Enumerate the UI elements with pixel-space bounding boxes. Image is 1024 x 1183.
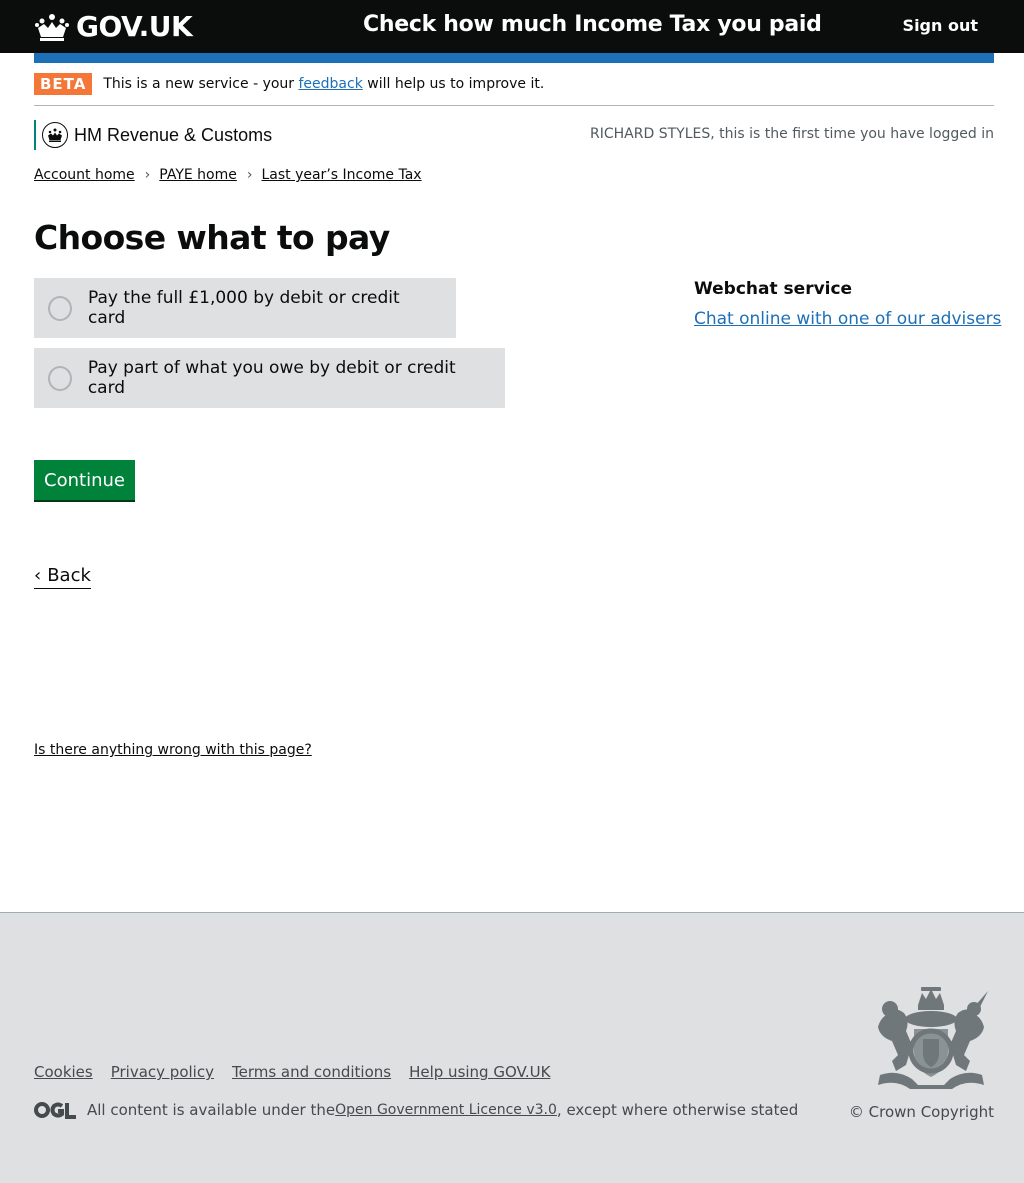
govuk-header xyxy=(0,0,1024,53)
back-label: Back xyxy=(47,565,91,586)
phase-text-before: This is a new service - your xyxy=(103,76,299,92)
footer-link-terms[interactable]: Terms and conditions xyxy=(231,1063,392,1081)
header-blue-bar xyxy=(34,53,994,63)
phase-banner xyxy=(34,73,994,106)
hmrc-crest-icon xyxy=(42,122,68,148)
feedback-link[interactable]: feedback xyxy=(298,76,363,92)
breadcrumb-account-home[interactable]: Account home xyxy=(34,167,135,183)
crown-icon xyxy=(34,12,70,42)
breadcrumb-paye-home[interactable]: PAYE home xyxy=(159,167,237,183)
sign-out-link[interactable]: Sign out xyxy=(902,16,978,35)
licence-text-before: All content is available under the xyxy=(87,1101,336,1119)
page-title: Choose what to pay xyxy=(34,218,390,257)
royal-coat-of-arms-icon xyxy=(866,985,996,1093)
continue-button[interactable]: Continue xyxy=(34,460,135,500)
ogl-link[interactable]: Open Government Licence v3.0 xyxy=(335,1102,557,1118)
licence-info xyxy=(34,1101,798,1119)
chevron-right-icon: › xyxy=(246,167,253,183)
footer-link-help[interactable]: Help using GOV.UK xyxy=(409,1063,551,1081)
organisation-logo xyxy=(34,120,272,150)
radio-option-pay-full[interactable] xyxy=(34,278,456,338)
radio-option-pay-part[interactable] xyxy=(34,348,505,408)
report-problem-link[interactable]: Is there anything wrong with this page? xyxy=(34,742,312,758)
crown-copyright-link[interactable]: © Crown Copyright xyxy=(848,1103,994,1121)
chevron-left-icon: ‹ xyxy=(34,565,42,586)
footer-link-privacy[interactable]: Privacy policy xyxy=(110,1063,214,1081)
radio-button-pay-full[interactable] xyxy=(48,296,72,321)
licence-text-after: , except where otherwise stated xyxy=(556,1101,799,1119)
organisation-name: HM Revenue & Customs xyxy=(74,124,273,145)
breadcrumb xyxy=(34,167,422,183)
phase-text xyxy=(103,73,544,95)
ogl-logo-icon xyxy=(34,1101,77,1119)
radio-label-pay-full[interactable]: Pay the full £1,000 by debit or credit card xyxy=(88,288,400,328)
beta-tag: BETA xyxy=(34,73,92,95)
footer-link-cookies[interactable]: Cookies xyxy=(34,1063,93,1081)
radio-button-pay-part[interactable] xyxy=(48,366,72,391)
govuk-logotype: GOV.UK xyxy=(76,10,193,43)
govuk-logo-link[interactable] xyxy=(34,10,192,43)
webchat-heading: Webchat service xyxy=(694,279,853,299)
footer xyxy=(0,912,1024,1183)
footer-links xyxy=(34,1063,568,1081)
chevron-right-icon: › xyxy=(144,167,151,183)
service-name[interactable]: Check how much Income Tax you paid xyxy=(363,12,822,37)
back-link[interactable] xyxy=(34,565,91,589)
radio-label-pay-part[interactable]: Pay part of what you owe by debit or credit card xyxy=(87,358,456,398)
webchat-link[interactable]: Chat online with one of our advisers xyxy=(694,309,1002,329)
phase-text-after: will help us to improve it. xyxy=(362,76,545,92)
breadcrumb-last-years-income-tax[interactable]: Last year’s Income Tax xyxy=(261,167,422,183)
login-info: RICHARD STYLES, this is the first time you have logged in xyxy=(590,126,994,142)
